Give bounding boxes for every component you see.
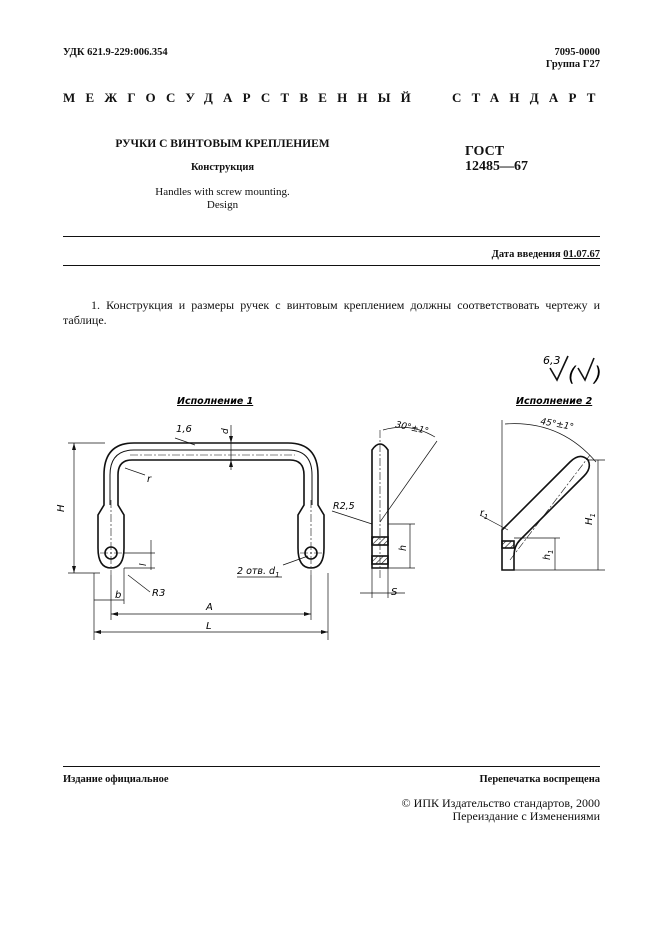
- dim-H: H: [56, 504, 67, 512]
- dim-L: L: [206, 621, 212, 632]
- title-divider: [63, 236, 600, 237]
- dim-A: A: [206, 602, 213, 613]
- technical-drawing: [0, 340, 661, 650]
- date-divider: [63, 265, 600, 266]
- dim-angle-30: 30°±1°: [394, 420, 430, 437]
- footer-divider: [63, 766, 600, 767]
- roughness-value: 6,3: [543, 354, 561, 367]
- copyright: © ИПК Издательство стандартов, 2000: [401, 796, 600, 810]
- dim-d: d: [221, 428, 231, 434]
- roughness-symbol: [543, 354, 602, 386]
- udk-code: УДК 621.9-229:006.354: [63, 47, 168, 58]
- dim-h1: $h_1$: [542, 549, 555, 560]
- band-title-right: СТАНДАРТ: [452, 90, 606, 105]
- band-title-left: МЕЖГОСУДАРСТВЕННЫЙ: [63, 90, 421, 105]
- dim-r1: $r_1$: [480, 508, 489, 521]
- dim-angle-45: 45°±1°: [539, 417, 575, 433]
- reissue-note: Переиздание с Изменениями: [452, 809, 600, 823]
- dim-S: S: [391, 587, 398, 598]
- svg-text:): ): [594, 362, 602, 386]
- dim-H1: $H_1$: [584, 513, 597, 525]
- group-code: Группа Г27: [545, 59, 600, 70]
- introduction-label: Дата введения: [491, 249, 561, 260]
- dim-holes: 2 отв. $d_1$: [237, 566, 280, 579]
- official-edition: Издание официальное: [63, 774, 169, 785]
- paragraph-1: 1. Конструкция и размеры ручек с винтовым креплением должны соответствовать чертежу и таблице.: [63, 298, 600, 327]
- standard-title-ru: РУЧКИ С ВИНТОВЫМ КРЕПЛЕНИЕМ: [115, 138, 330, 150]
- handle-front-view: [98, 443, 324, 575]
- handle-variant-2-view: [502, 455, 590, 570]
- handle-side-view: [372, 430, 388, 580]
- dimension-arrows: [72, 436, 328, 634]
- dim-h: h: [398, 544, 409, 551]
- introduction-date: [492, 249, 600, 260]
- dim-b: b: [115, 590, 122, 601]
- variant-2-label: Исполнение 2: [516, 396, 593, 407]
- dim-R25: R2,5: [333, 501, 355, 512]
- standard-subtitle-ru: Конструкция: [190, 162, 255, 173]
- reprint-notice: Перепечатка воспрещена: [479, 774, 600, 785]
- variant-1-label: Исполнение 1: [177, 396, 254, 407]
- gost-label: ГОСТ: [465, 144, 505, 159]
- gost-number: 12485—67: [465, 159, 528, 174]
- dim-r: r: [147, 474, 152, 485]
- dim-R3: R3: [152, 588, 166, 599]
- standard-title-en: Handles with screw mounting.: [155, 186, 290, 198]
- standard-subtitle-en: Design: [206, 199, 239, 211]
- document-code: 7095-0000: [554, 47, 600, 58]
- svg-text:(: (: [568, 362, 576, 386]
- dim-l: l: [139, 563, 149, 566]
- introduction-value: 01.07.67: [563, 249, 600, 260]
- dim-thickness: 1,6: [176, 424, 192, 435]
